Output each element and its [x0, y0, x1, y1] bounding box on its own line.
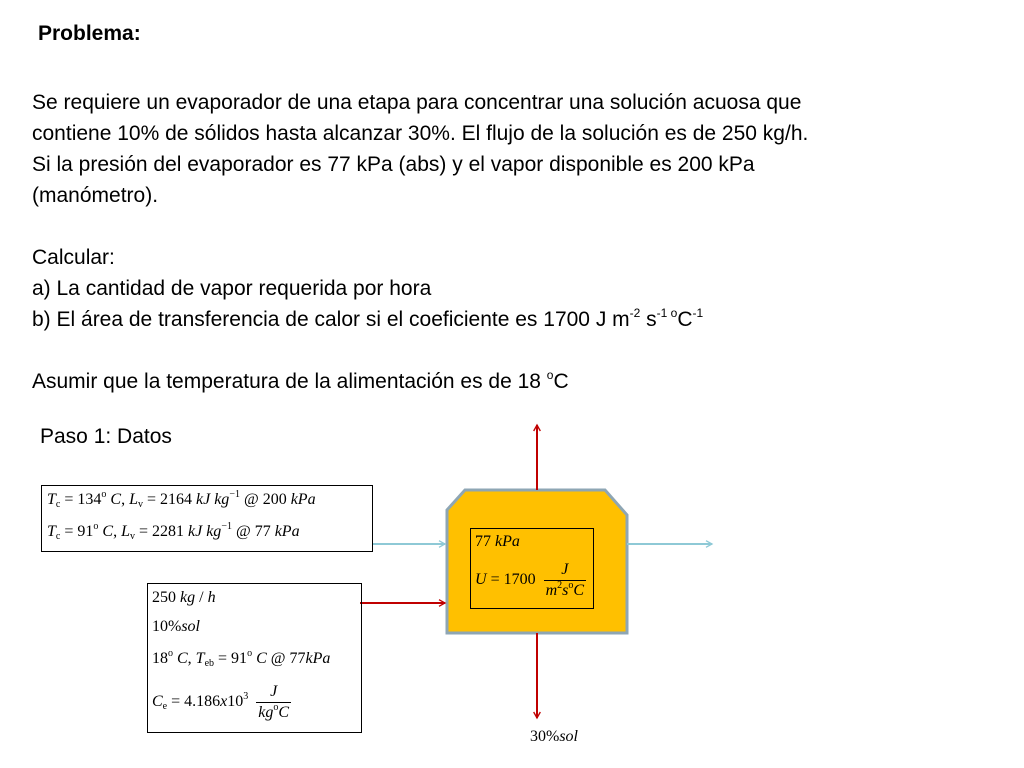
- feed-concentration: 10%sol: [152, 618, 200, 635]
- statement-line-1: Se requiere un evaporador de una etapa para concentrar una solución acuosa que: [32, 91, 802, 114]
- feed-specific-heat: $C_e = 4.186x10^3$ $\frac{J}{kg^oC}$: [152, 683, 290, 721]
- product-label: 30%sol: [530, 728, 578, 745]
- statement-line-2: contiene 10% de sólidos hasta alcanzar 30%. El flujo de la solución es de 250 kg/h.: [32, 122, 809, 145]
- assumption-text: Asumir que la temperatura de la alimentación es de 18 $^o$C: [32, 368, 569, 393]
- evaporator-pressure: 77 kPa: [475, 533, 520, 550]
- calculate-label: Calcular:: [32, 246, 115, 269]
- question-a: a) La cantidad de vapor requerida por hora: [32, 277, 432, 300]
- statement-line-4: (manómetro).: [32, 184, 159, 207]
- steam-data-row-200kpa: $T_c = 134^o$ C, $L_v = 2164$ kJ $kg^{-1}$ @ 200 kPa: [47, 489, 316, 510]
- feed-data-box: [147, 583, 362, 733]
- evaporator-data-box: [470, 528, 594, 609]
- step-label: Paso 1: Datos: [40, 425, 172, 448]
- feed-flow: 250 kg / h: [152, 589, 216, 606]
- steam-data-box: [41, 485, 373, 552]
- feed-temperature: 18$^o$ C, $T_{eb} = 91^o$ C @ 77kPa: [152, 648, 331, 669]
- question-b: b) El área de transferencia de calor si el coeficiente es 1700 J $m^{-2}$ $s^{-1}$ $^oC^{-1}$: [32, 306, 704, 331]
- problem-title: Problema:: [38, 22, 141, 45]
- steam-data-row-77kpa: $T_c = 91^o$ C, $L_v = 2281$ kJ $kg^{-1}$ @ 77 kPa: [47, 521, 300, 542]
- statement-line-3: Si la presión del evaporador es 77 kPa (abs) y el vapor disponible es 200 kPa: [32, 153, 755, 176]
- evaporator-coefficient: U = 1700 $\frac{J}{m^2s^oC}$: [475, 561, 585, 599]
